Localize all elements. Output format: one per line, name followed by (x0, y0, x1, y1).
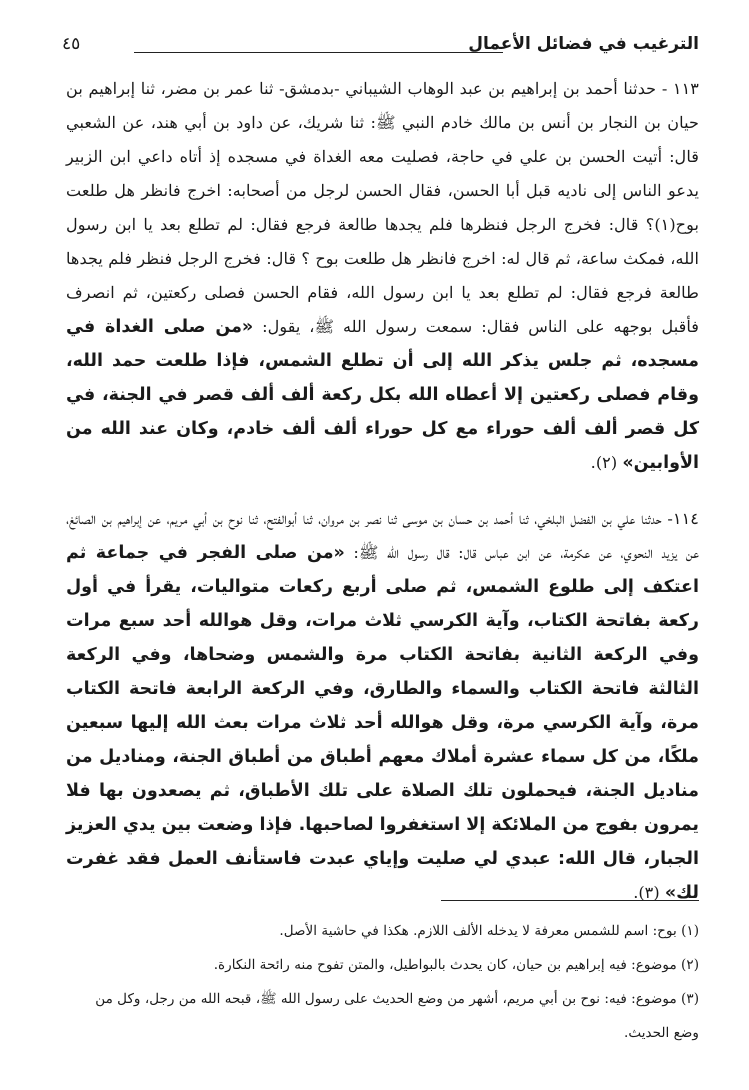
footnote-separator (441, 900, 699, 901)
hadith-text: «من صلى الفجر في جماعة ثم اعتكف إلى طلوع الشمس، ثم صلى أربع ركعات متواليات، يقرأ في أول ركعة بفاتحة الكتاب، وآية الكرسي ثلاث مرات، وقل هوالله أحد سبع مرات وفي الركعة الثانية بفاتحة الكتاب مرة والشمس وضحاها، وفي الركعة الثالثة فاتحة الكتاب والسماء والطارق، وفي الركعة الرابعة فاتحة الكتاب مرة، وآية الكرسي مرة، وقل هوالله أحد ثلاث مرات بعث الله إليها سبعين ملكًا، من كل سماء عشرة أملاك معهم أطباق من أطباق الجنة، ومناديل من مناديل الجنة، فيحملون تلك الصلاة على تلك الأطباق، ثم يصعدون بها فلا يمرون بفوج من الملائكة إلا استغفروا لصاحبها. فإذا وضعت بين يدي العزيز الجبار، قال الله: عبدي لي صليت وإياي عبدت فاستأنف العمل فقد غفرت لك» (65, 543, 699, 903)
footnote-ref: (٣). (633, 883, 665, 902)
hadith-114 (66, 502, 699, 910)
page-number: ٤٥ (62, 34, 81, 54)
hadith-text: «من صلى الغداة في مسجده، ثم جلس يذكر الله إلى أن تطلع الشمس، فإذا طلعت حمد الله، وقام فصلى ركعتين إلا أعطاه الله بكل ركعة ألف ألف قصر في الجنة، في كل قصر ألف ألف حوراء مع كل حوراء ألف ألف خادم، وكان عند الله من الأوابين» (66, 317, 699, 473)
footnote-1: (١) بوح: اسم للشمس معرفة لا يدخله الألف اللازم. هكذا في حاشية الأصل. (279, 923, 699, 939)
hadith-113 (66, 72, 699, 480)
footnote-3: (٣) موضوع: فيه: نوح بن أبي مريم، أشهر من وضع الحديث على رسول الله ﷺ، قبحه الله من رجل، وكل من وضع الحديث. (95, 991, 699, 1041)
footnote-ref: (٢). (590, 453, 623, 472)
hadith-chain: ١١٣ - حدثنا أحمد بن إبراهيم بن عبد الوهاب الشيباني -بدمشق- ثنا عمر بن مضر، ثنا إبراهيم بن حيان بن النجار بن أنس بن مالك خادم النبي ﷺ: ثنا شريك، عن داود بن أبي هند، عن الشعبي قال: أتيت الحسن بن علي في حاجة، فصليت معه الغداة في مسجده إذ أتاه داعي ابن الزبير يدعو الناس إلى ناديه قبل أبا الحسن، فقال الحسن لرجل من أصحابه: اخرج فانظر هل طلعت بوح(١)؟ قال: فخرج الرجل فنظرها فلم يجدها طالعة فرجع فقال: لم تطلع بعد يا ابن رسول الله، فمكث ساعة، ثم قال له: اخرج فانظر هل طلعت بوح ؟ قال: فخرج الرجل فنظر فلم يجدها طالعة فرجع فقال: لم تطلع بعد يا ابن رسول الله، فقام الحسن فصلى ركعتين، ثم انصرف فأقبل بوجهه على الناس فقال: سمعت رسول الله ﷺ، يقول: (66, 79, 699, 336)
main-text (66, 72, 699, 932)
header-rule (134, 52, 503, 53)
footnotes (66, 914, 699, 1050)
footnote-2: (٢) موضوع: فيه إبراهيم بن حيان، كان يحدث بالبواطيل، والمتن تفوح منه رائحة النكارة. (213, 957, 699, 973)
hadith-chain: ١١٤- حدثنا علي بن الفضل البلخي، ثنا أحمد بن حسان بن موسى ثنا نصر بن مروان، ثنا أبوالفتح، ثنا نوح بن أبي مريم، عن إبراهيم بن الصائغ، عن يزيد النحوي، عن عكرمة، عن ابن عباس قال: قال رسول الله ﷺ: (66, 509, 699, 562)
running-title: الترغيب في فضائل الأعمال (468, 34, 699, 54)
running-header (62, 30, 699, 64)
